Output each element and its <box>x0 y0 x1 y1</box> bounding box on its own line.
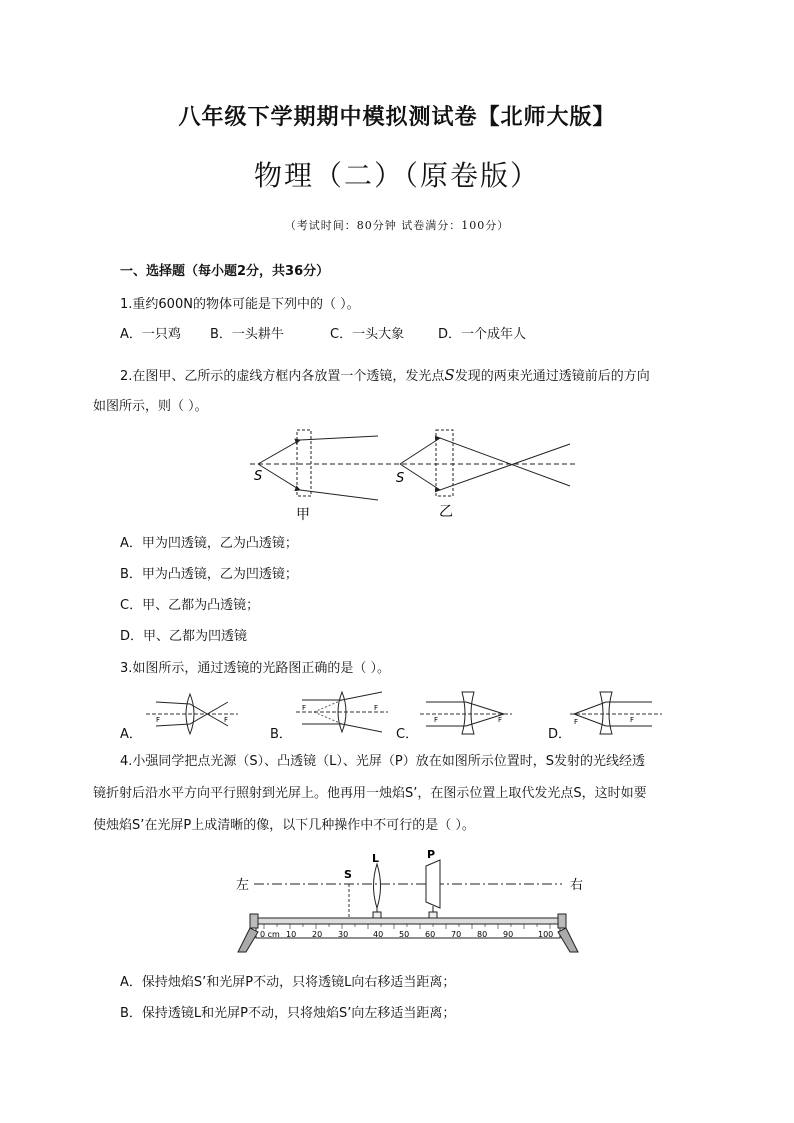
q2-figure <box>248 424 578 524</box>
q4-label-l: L <box>372 852 380 865</box>
q2-stem-s: S <box>444 366 455 384</box>
q3-stem: 3.如图所示，通过透镜的光路图正确的是（ ）。 <box>120 661 391 676</box>
q4-stem-line3: 使烛焰S’在光屏P上成清晰的像，以下几种操作中不可行的是（ ）。 <box>93 818 475 833</box>
q3-b-focus-right: F <box>374 704 379 712</box>
q2-option-c: C．甲、乙都为凸透镜； <box>120 598 260 613</box>
q3-diagram-b <box>296 690 388 734</box>
q4-label-left: 左 <box>236 878 250 893</box>
q4-label-right: 右 <box>570 878 584 893</box>
q4-ruler-tick-100: 100 <box>538 930 554 939</box>
q3-c-focus-left: F <box>434 716 439 724</box>
q4-stem-line2: 镜折射后沿水平方向平行照射到光屏上。他再用一烛焰S’，在图示位置上取代发光点S，这时如要 <box>93 786 647 801</box>
q3-d-focus-right: F <box>630 716 635 724</box>
q4-optical-bench-figure <box>232 846 588 956</box>
q4-ruler-tick-10: 10 <box>286 930 297 939</box>
q2-stem-line2: 如图所示，则（ ）。 <box>93 399 208 414</box>
q2-label-s-yi: S <box>396 471 405 486</box>
exam-subtitle: 物理（二）（原卷版） <box>253 159 540 192</box>
q4-ruler-tick-0: 0 cm <box>260 930 280 939</box>
q1-stem: 1.重约600N的物体可能是下列中的（ ）。 <box>120 297 360 312</box>
q3-c-focus-right: F <box>498 716 503 724</box>
q3-diagram-c <box>420 690 512 736</box>
q4-ruler-tick-80: 80 <box>477 930 488 939</box>
q4-ruler-tick-90: 90 <box>503 930 514 939</box>
exam-info: （考试时间：80分钟 试卷满分：100分） <box>284 219 510 232</box>
q2-option-b: B．甲为凸透镜，乙为凹透镜； <box>120 567 298 582</box>
q3-option-b: B． <box>270 727 292 742</box>
section-heading: 一、选择题（每小题2分，共36分） <box>120 264 330 279</box>
q3-diagram-d <box>570 690 662 736</box>
q1-option-d: D．一个成年人 <box>438 327 527 342</box>
q3-diagram-a <box>146 692 238 736</box>
q3-b-focus-left: F <box>302 704 307 712</box>
q3-a-focus-right: F <box>224 716 229 724</box>
q1-option-c: C．一头大象 <box>330 327 405 342</box>
q2-label-yi: 乙 <box>439 504 453 520</box>
q4-stem-line1: 4.小强同学把点光源（S）、凸透镜（L）、光屏（P）放在如图所示位置时，S发射的光线经透 <box>120 754 645 769</box>
q2-stem-line1 <box>120 366 650 386</box>
q1-option-b: B．一头耕牛 <box>210 327 284 342</box>
q2-option-a: A．甲为凹透镜，乙为凸透镜； <box>120 536 298 551</box>
q2-stem-part1: 2.在图甲、乙所示的虚线方框内各放置一个透镜，发光点 <box>120 369 445 384</box>
q2-stem-part2: 发现的两束光通过透镜前后的方向 <box>454 369 650 384</box>
q4-ruler-tick-30: 30 <box>338 930 349 939</box>
q1-option-a: A．一只鸡 <box>120 327 181 342</box>
q3-option-c: C． <box>396 727 419 742</box>
q3-d-focus-left: F <box>574 718 579 726</box>
q2-label-jia: 甲 <box>296 507 310 523</box>
q3-option-a: A． <box>120 727 142 742</box>
q3-option-d: D． <box>548 727 572 742</box>
q4-label-s: S <box>344 868 352 881</box>
q4-ruler-tick-50: 50 <box>399 930 410 939</box>
q2-label-s-jia: S <box>254 469 263 484</box>
q3-a-focus-left: F <box>156 716 161 724</box>
q2-option-d: D．甲、乙都为凹透镜 <box>120 629 248 644</box>
q4-label-p: P <box>427 848 436 861</box>
q4-ruler-tick-40: 40 <box>373 930 384 939</box>
q4-ruler-tick-70: 70 <box>451 930 462 939</box>
q4-ruler-tick-20: 20 <box>312 930 323 939</box>
q4-ruler-tick-60: 60 <box>425 930 436 939</box>
exam-title: 八年级下学期期中模拟测试卷【北师大版】 <box>178 105 616 130</box>
q4-option-a: A．保持烛焰S’和光屏P不动，只将透镜L向右移适当距离； <box>120 975 456 990</box>
q4-option-b: B．保持透镜L和光屏P不动，只将烛焰S’向左移适当距离； <box>120 1006 456 1021</box>
